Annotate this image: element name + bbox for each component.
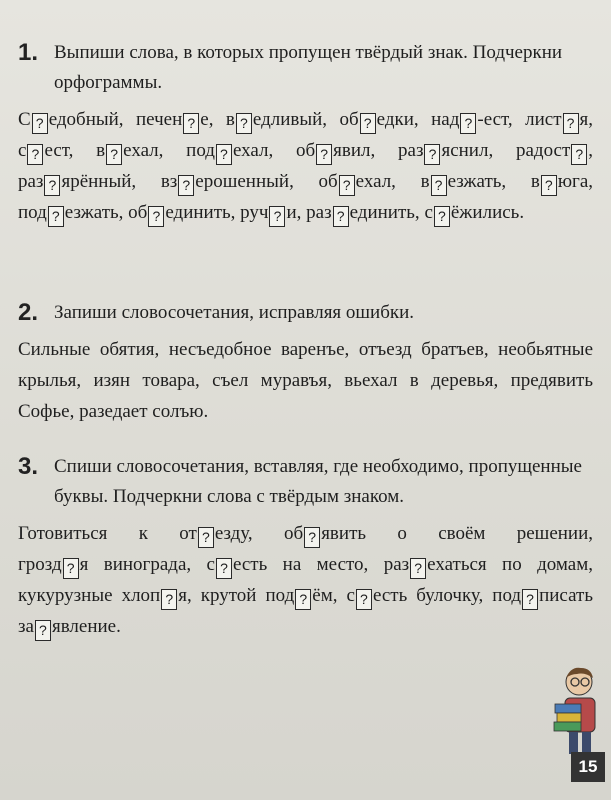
exercise-3-words [18,518,593,642]
word-with-gap [18,554,191,575]
word-suffix: юга, [557,171,593,192]
word-prefix: под [492,585,522,606]
word-suffix: ехал, [355,171,396,192]
word-suffix: есть булочку, [372,585,484,606]
missing-letter-box: ? [198,527,214,548]
word-with-gap [531,171,593,192]
missing-letter-box: ? [216,558,232,579]
word-suffix: едливый, [252,109,328,130]
missing-letter-box: ? [522,589,538,610]
missing-letter-box: ? [434,206,450,227]
word-suffix: -ест, [477,109,513,130]
word-with-gap [186,140,273,161]
word-prefix: печен [136,109,183,130]
page-number: 15 [571,752,605,782]
missing-letter-box: ? [44,175,60,196]
word-with-gap [207,554,369,575]
word-with-gap [525,109,593,130]
word-with-gap [18,585,192,606]
word-suffix: единить, [349,202,420,223]
word-prefix: С [18,109,31,130]
word-suffix: явил, [333,140,376,161]
word-with-gap [340,109,419,130]
missing-letter-box: ? [32,113,48,134]
word-prefix: под [186,140,215,161]
word-with-gap [18,616,121,637]
word-with-gap [398,140,493,161]
word-with-gap [18,140,73,161]
word-prefix: раз [398,140,424,161]
word-prefix: в [225,109,235,130]
exercise-1-words [18,104,593,228]
word-with-gap [384,554,593,575]
word-prefix: в [420,171,430,192]
missing-letter-box: ? [571,144,587,165]
word-with-gap [128,202,235,223]
exercise-1-instruction: Выпиши слова, в которых пропущен твёрдый знак. Подчеркни орфограммы. [54,42,563,93]
missing-letter-box: ? [48,206,64,227]
missing-letter-box: ? [183,113,199,134]
word-suffix: езду, [214,523,253,544]
word-suffix: езжать, [64,202,124,223]
word-with-gap [18,202,123,223]
missing-letter-box: ? [35,620,51,641]
exercise-3-number: 3. [18,453,39,480]
word-with-gap [284,523,593,544]
word-suffix: есть на место, [232,554,369,575]
word-with-gap [161,171,294,192]
word-prefix: в [96,140,106,161]
word-prefix: с [206,554,215,575]
word-suffix: ёжились. [450,202,525,223]
missing-letter-box: ? [161,589,177,610]
missing-letter-box: ? [410,558,426,579]
word-with-gap [18,523,253,544]
missing-letter-box: ? [431,175,447,196]
exercise-2-text: Сильные обятия, несъедобное варенъе, отъезд братъев, необьятные крылья, изян товара, съел муравъя, вьехал в деревья, предявить Софье, разедает солъю. [18,339,593,422]
missing-letter-box: ? [563,113,579,134]
word-suffix: единить, [165,202,236,223]
word-prefix: с [424,202,433,223]
word-prefix: раз [306,202,332,223]
missing-letter-box: ? [316,144,332,165]
missing-letter-box: ? [333,206,349,227]
word-with-gap [226,109,327,130]
word-suffix: е, [200,109,214,130]
word-suffix: я, [178,585,192,606]
missing-letter-box: ? [269,206,285,227]
exercise-3 [18,452,593,642]
word-suffix: езжать, [447,171,507,192]
missing-letter-box: ? [216,144,232,165]
word-suffix: ехал, [123,140,164,161]
word-prefix: грозд [18,554,62,575]
word-suffix: ерошенный, [195,171,294,192]
missing-letter-box: ? [304,527,320,548]
word-with-gap [136,109,213,130]
word-suffix: и, [286,202,302,223]
exercise-3-instruction: Спиши словосочетания, вставляя, где необходимо, пропущенные буквы. Подчеркни слова с твёрдым знаком. [54,456,582,507]
word-prefix: радост [515,140,571,161]
word-prefix: об [318,171,338,192]
word-suffix: писать [539,585,593,606]
word-with-gap [96,140,163,161]
missing-letter-box: ? [236,113,252,134]
word-suffix: явить о своём решении, [321,523,593,544]
word-suffix: ём, [312,585,338,606]
word-prefix: раз [18,171,44,192]
missing-letter-box: ? [424,144,440,165]
missing-letter-box: ? [295,589,311,610]
word-with-gap [18,171,136,192]
word-suffix: я винограда, [79,554,192,575]
missing-letter-box: ? [27,144,43,165]
exercise-2-number: 2. [18,299,39,326]
word-with-gap [347,585,484,606]
word-prefix: под [18,202,47,223]
exercise-3-task [18,452,593,512]
exercise-1 [18,38,593,228]
word-prefix: об [128,202,148,223]
missing-letter-box: ? [360,113,376,134]
word-prefix: раз [383,554,410,575]
word-prefix: с [18,140,27,161]
word-prefix: об [295,140,316,161]
exercise-2-instruction: Запиши словосочетания, исправляя ошибки. [54,302,415,323]
missing-letter-box: ? [106,144,122,165]
word-suffix: едки, [376,109,419,130]
word-with-gap [516,140,593,161]
word-prefix: крутой под [200,585,295,606]
word-suffix: ест, [44,140,74,161]
word-prefix: лист [525,109,562,130]
word-with-gap [296,140,375,161]
word-suffix: ехал, [232,140,274,161]
word-prefix: об [339,109,359,130]
word-with-gap [492,585,593,606]
word-prefix: Готовиться к от [18,523,197,544]
exercise-2 [18,298,593,427]
missing-letter-box: ? [178,175,194,196]
word-prefix: кукурузные хлоп [18,585,161,606]
missing-letter-box: ? [541,175,557,196]
word-prefix: об [284,523,304,544]
missing-letter-box: ? [63,558,79,579]
word-suffix: ярённый, [61,171,137,192]
boy-with-books-icon [547,660,605,760]
missing-letter-box: ? [339,175,355,196]
word-with-gap [18,109,124,130]
word-with-gap [306,202,420,223]
word-with-gap [240,202,301,223]
missing-letter-box: ? [148,206,164,227]
word-with-gap [431,109,513,130]
word-suffix: явление. [51,616,121,637]
word-prefix: в [530,171,540,192]
word-suffix: , [588,140,594,161]
word-with-gap [318,171,395,192]
exercise-1-task [18,38,593,98]
word-with-gap [424,202,524,223]
missing-letter-box: ? [460,113,476,134]
word-prefix: вз [160,171,178,192]
word-with-gap [421,171,507,192]
word-suffix: ехаться по домам, [427,554,594,575]
word-suffix: я, [579,109,594,130]
missing-letter-box: ? [356,589,372,610]
word-suffix: яснил, [441,140,494,161]
word-suffix: едобный, [48,109,124,130]
word-prefix: за [18,616,34,637]
exercise-2-task [18,298,593,328]
word-prefix: с [346,585,355,606]
word-with-gap [201,585,338,606]
word-prefix: руч [240,202,269,223]
exercise-1-number: 1. [18,39,39,66]
word-prefix: над [431,109,460,130]
